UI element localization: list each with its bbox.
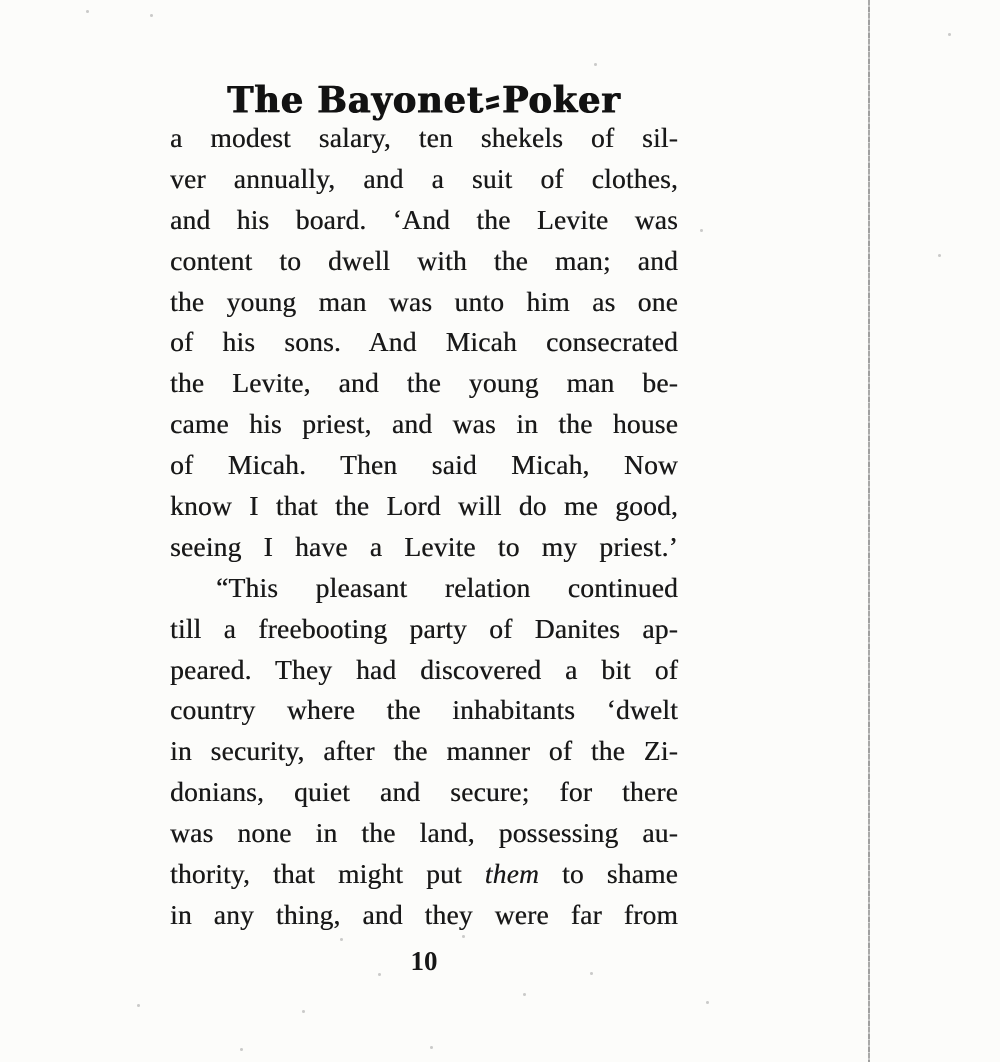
emphasized-word: them [484, 858, 540, 890]
scan-noise-dot [378, 973, 381, 976]
double-oblique-hyphen-icon [485, 90, 501, 115]
scan-noise-dot [948, 33, 951, 36]
scan-noise-dot [594, 63, 597, 66]
text-line: the young man was unto him as one [170, 285, 678, 317]
scan-noise-dot [523, 993, 526, 996]
text-line: in any thing, and they were far from [170, 898, 678, 930]
scan-noise-dot [340, 938, 343, 941]
scan-noise-dot [700, 229, 703, 232]
title-part-2: Poker [502, 79, 621, 123]
text-line: in security, after the manner of the Zi- [170, 735, 678, 767]
scan-noise-dot [86, 10, 89, 13]
running-head-title [170, 80, 678, 123]
scan-noise-dot [240, 1048, 243, 1051]
text-line: till a freebooting party of Danites ap- [170, 612, 678, 644]
text-line: and his board. ‘And the Levite was [170, 203, 678, 235]
scan-noise-dot [706, 1001, 709, 1004]
text-segment: to shame [539, 858, 678, 890]
scan-noise-dot [590, 972, 593, 975]
title-part-1: The Bayonet [227, 79, 485, 123]
scan-noise-dot [938, 254, 941, 257]
text-line: the Levite, and the young man be- [170, 367, 678, 399]
text-line: came his priest, and was in the house [170, 408, 678, 440]
text-segment: thority, that might put [170, 858, 485, 890]
text-line: was none in the land, possessing au- [170, 817, 678, 849]
page-number: 10 [410, 946, 438, 976]
scan-noise-dot [150, 14, 153, 17]
scan-edge-line [868, 0, 870, 1062]
text-line [170, 854, 678, 895]
text-line: a modest salary, ten shekels of sil- [170, 122, 678, 153]
text-line: content to dwell with the man; and [170, 244, 678, 276]
text-line: know I that the Lord will do me good, [170, 490, 678, 522]
text-line: ver annually, and a suit of clothes, [170, 162, 678, 194]
text-line: seeing I have a Levite to my priest.’ [170, 530, 678, 562]
body-text [170, 118, 678, 936]
scan-noise-dot [137, 1004, 140, 1007]
text-line: country where the inhabitants ‘dwelt [170, 694, 678, 726]
text-line-paragraph-start: “This pleasant relation continued [216, 571, 678, 603]
scan-noise-dot [462, 935, 465, 938]
text-line: peared. They had discovered a bit of [170, 653, 678, 685]
scan-noise-dot [302, 1010, 305, 1013]
scan-noise-dot [430, 1046, 433, 1049]
text-line: of his sons. And Micah consecrated [170, 326, 678, 358]
text-line: of Micah. Then said Micah, Now [170, 449, 678, 481]
text-line: donians, quiet and secure; for there [170, 776, 678, 808]
